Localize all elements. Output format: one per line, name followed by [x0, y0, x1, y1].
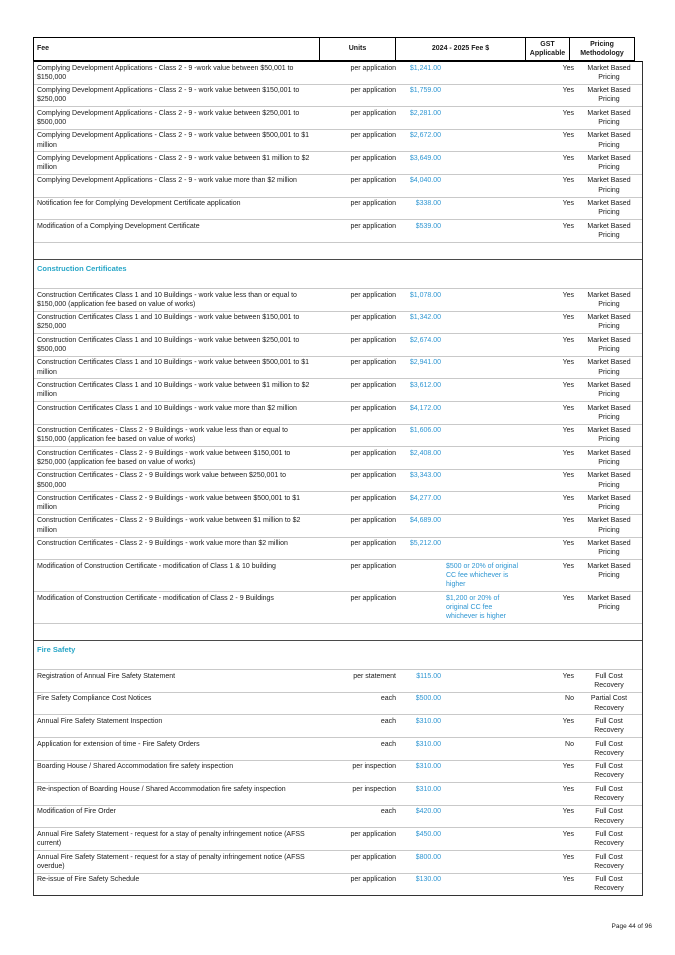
column-header-gst: GST Applicable — [525, 37, 571, 61]
amount-cell: $115.00 — [416, 672, 441, 680]
units-cell: per application — [350, 109, 396, 117]
fee-cell: Construction Certificates Class 1 and 10 Buildings - work value between $250,001 to $500,000 — [37, 336, 300, 354]
gst-cell: Yes — [562, 494, 574, 502]
table-row — [34, 737, 642, 760]
table-row — [34, 446, 642, 469]
method-cell: Market Based Pricing — [587, 132, 631, 149]
section-gap — [34, 242, 642, 259]
fee-cell: Notification fee for Complying Development Certificate application — [37, 200, 241, 208]
amount-cell: $539.00 — [415, 222, 441, 230]
table-row — [34, 559, 642, 591]
units-cell: per statement — [353, 672, 396, 680]
method-cell: Market Based Pricing — [587, 517, 631, 534]
amount-cell: $2,674.00 — [409, 336, 441, 344]
table-row — [34, 827, 642, 850]
method-cell: Market Based Pricing — [587, 494, 631, 512]
units-cell: per application — [350, 404, 396, 412]
fee-cell: Construction Certificates - Class 2 - 9 Buildings - work value less than or equal to $150,000 (application fee based on value of works) — [37, 427, 288, 444]
method-cell: Full Cost Recovery — [594, 717, 624, 735]
fee-cell: Annual Fire Safety Statement - request for a stay of penalty infringement notice (AFSS overdue) — [37, 853, 305, 870]
fees-table — [33, 37, 643, 896]
gst-cell: Yes — [562, 449, 574, 457]
amount-cell: $450.00 — [415, 830, 441, 838]
gst-cell: Yes — [562, 64, 574, 72]
fee-cell: Annual Fire Safety Statement - request for a stay of penalty infringement notice (AFSS current) — [37, 830, 305, 848]
table-row — [34, 873, 642, 896]
units-cell: per application — [350, 517, 396, 525]
amount-cell: $4,277.00 — [409, 494, 441, 502]
table-row — [34, 333, 642, 356]
gst-cell: Yes — [562, 427, 574, 435]
method-cell: Full Cost Recovery — [594, 853, 624, 870]
amount-cell: $800.00 — [415, 853, 441, 861]
table-header-row — [33, 37, 643, 61]
units-cell: each — [380, 717, 396, 725]
amount-cell: $5,212.00 — [409, 540, 441, 548]
units-cell: per application — [350, 359, 396, 367]
units-cell: per application — [350, 336, 396, 344]
fee-cell: Complying Development Applications - Class 2 - 9 - work value between $500,001 to $1 million — [37, 132, 309, 149]
units-cell: per application — [350, 449, 396, 457]
units-cell: per application — [350, 494, 396, 502]
gst-cell: Yes — [562, 876, 574, 884]
gst-cell: Yes — [562, 830, 574, 838]
amount-cell: $1,606.00 — [409, 427, 441, 435]
gst-cell: Yes — [562, 109, 574, 117]
column-header-amount: 2024 - 2025 Fee $ — [395, 37, 526, 61]
gst-cell: Yes — [562, 200, 574, 208]
amount-cell: $1,759.00 — [409, 87, 441, 95]
method-cell: Market Based Pricing — [587, 291, 631, 308]
method-cell: Market Based Pricing — [587, 472, 631, 489]
fee-cell: Re-issue of Fire Safety Schedule — [37, 876, 140, 884]
method-cell: Market Based Pricing — [587, 540, 631, 557]
column-header-units: Units — [319, 37, 397, 61]
method-cell: Market Based Pricing — [587, 449, 631, 466]
method-cell: Market Based Pricing — [587, 200, 631, 217]
method-cell: Full Cost Recovery — [594, 740, 624, 757]
table-row — [34, 514, 642, 537]
method-cell: Partial Cost Recovery — [590, 695, 628, 712]
gst-cell: Yes — [562, 672, 574, 680]
fee-cell: Complying Development Applications - Class 2 - 9 - work value between $250,001 to $500,000 — [37, 109, 300, 126]
units-cell: per application — [350, 314, 396, 322]
table-row — [34, 311, 642, 334]
units-cell: per application — [350, 64, 396, 72]
amount-cell: $310.00 — [415, 763, 441, 771]
gst-cell: Yes — [562, 291, 574, 299]
units-cell: per application — [350, 876, 396, 884]
units-cell: per application — [350, 381, 396, 389]
table-row — [34, 760, 642, 783]
units-cell: per application — [350, 200, 396, 208]
method-cell: Market Based Pricing — [587, 87, 631, 104]
section-gap — [34, 623, 642, 640]
units-cell: per application — [350, 291, 396, 299]
table-row — [34, 424, 642, 447]
fee-cell: Re-inspection of Boarding House / Shared Accommodation fire safety inspection — [37, 785, 286, 793]
gst-cell: Yes — [562, 336, 574, 344]
amount-cell: $1,342.00 — [409, 314, 441, 322]
method-cell: Full Cost Recovery — [594, 785, 624, 803]
table-row — [34, 469, 642, 492]
gst-cell: No — [565, 695, 574, 703]
fee-cell: Registration of Annual Fire Safety Statement — [37, 672, 176, 680]
table-row — [34, 106, 642, 129]
fee-cell: Annual Fire Safety Statement Inspection — [37, 717, 163, 725]
fee-cell: Application for extension of time - Fire Safety Orders — [37, 740, 200, 748]
units-cell: per application — [350, 540, 396, 548]
section-heading: Construction Certificates — [37, 263, 127, 273]
method-cell: Market Based Pricing — [587, 381, 631, 399]
fee-cell: Construction Certificates - Class 2 - 9 Buildings - work value between $500,001 to $1 million — [37, 494, 301, 512]
amount-cell: $2,941.00 — [409, 359, 441, 367]
method-cell: Market Based Pricing — [587, 404, 631, 421]
fee-cell: Construction Certificates Class 1 and 10 Buildings - work value less than or equal to $150,000 (application fee based on value of works) — [37, 291, 297, 308]
amount-cell: $1,078.00 — [409, 291, 441, 299]
amount-cell: $3,612.00 — [409, 381, 441, 389]
method-cell: Market Based Pricing — [587, 222, 631, 239]
method-cell: Full Cost Recovery — [594, 876, 624, 893]
gst-cell: Yes — [562, 540, 574, 548]
method-cell: Market Based Pricing — [587, 109, 631, 126]
units-cell: per application — [350, 594, 396, 602]
amount-cell: $500.00 — [415, 695, 441, 703]
table-row — [34, 692, 642, 715]
method-cell: Market Based Pricing — [587, 427, 631, 444]
amount-cell: $2,281.00 — [409, 109, 441, 117]
table-row — [34, 84, 642, 107]
method-cell: Market Based Pricing — [587, 154, 631, 172]
gst-cell: Yes — [562, 517, 574, 525]
table-row — [34, 805, 642, 828]
method-cell: Market Based Pricing — [587, 359, 631, 376]
fee-cell: Complying Development Applications - Class 2 - 9 - work value more than $2 million — [37, 177, 297, 185]
fee-cell: Construction Certificates Class 1 and 10 Buildings - work value between $500,001 to $1 million — [37, 359, 309, 376]
fee-cell: Construction Certificates - Class 2 - 9 Buildings - work value between $1 million to $2 million — [37, 517, 301, 534]
amount-cell: $2,672.00 — [409, 132, 441, 140]
column-header-method: Pricing Methodology — [569, 37, 635, 61]
table-row — [34, 782, 642, 805]
amount-cell: $310.00 — [415, 717, 441, 725]
method-cell: Market Based Pricing — [587, 64, 631, 81]
gst-cell: Yes — [562, 763, 574, 771]
fee-cell: Boarding House / Shared Accommodation fire safety inspection — [37, 763, 234, 771]
fee-cell: Construction Certificates - Class 2 - 9 Buildings - work value between $150,001 to $250,000 (application fee based on value of works) — [37, 449, 291, 466]
table-row — [34, 62, 642, 84]
units-cell: per application — [350, 853, 396, 861]
table-row — [34, 591, 642, 623]
gst-cell: Yes — [562, 359, 574, 367]
fee-cell: Fire Safety Compliance Cost Notices — [37, 695, 152, 703]
fee-cell: Complying Development Applications - Class 2 - 9 - work value between $150,001 to $250,000 — [37, 87, 300, 104]
section-heading-row — [34, 259, 642, 288]
method-cell: Full Cost Recovery — [594, 763, 624, 780]
method-cell: Market Based Pricing — [587, 314, 631, 331]
fee-cell: Construction Certificates - Class 2 - 9 Buildings - work value more than $2 million — [37, 540, 288, 548]
table-row — [34, 850, 642, 873]
amount-cell: $130.00 — [415, 876, 441, 884]
gst-cell: Yes — [562, 472, 574, 480]
gst-cell: Yes — [562, 154, 574, 162]
table-row — [34, 401, 642, 424]
table-body — [33, 61, 643, 896]
units-cell: per application — [350, 830, 396, 838]
gst-cell: Yes — [562, 717, 574, 725]
table-row — [34, 669, 642, 692]
section-heading-row — [34, 640, 642, 669]
amount-cell: $1,200 or 20% of original CC fee whichever is higher — [446, 594, 506, 621]
units-cell: per application — [350, 472, 396, 480]
method-cell: Full Cost Recovery — [594, 672, 624, 690]
fee-cell: Modification of Construction Certificate - modification of Class 2 - 9 Buildings — [37, 594, 274, 602]
amount-cell: $4,040.00 — [409, 177, 441, 185]
units-cell: per application — [350, 562, 396, 570]
section-heading: Fire Safety — [37, 644, 76, 654]
amount-cell: $3,649.00 — [409, 154, 441, 162]
table-row — [34, 288, 642, 311]
method-cell: Market Based Pricing — [587, 562, 631, 579]
table-row — [34, 714, 642, 737]
table-row — [34, 356, 642, 379]
amount-cell: $338.00 — [415, 200, 441, 208]
gst-cell: Yes — [562, 853, 574, 861]
method-cell: Market Based Pricing — [587, 177, 631, 194]
units-cell: per application — [350, 154, 396, 162]
fee-cell: Complying Development Applications - Class 2 - 9 -work value between $50,001 to $150,000 — [37, 64, 294, 81]
units-cell: each — [380, 808, 396, 816]
table-row — [34, 151, 642, 174]
amount-cell: $420.00 — [415, 808, 441, 816]
method-cell: Market Based Pricing — [587, 594, 631, 611]
gst-cell: Yes — [562, 808, 574, 816]
units-cell: per application — [350, 427, 396, 435]
amount-cell: $310.00 — [415, 740, 441, 748]
amount-cell: $4,689.00 — [409, 517, 441, 525]
fee-cell: Modification of a Complying Development Certificate — [37, 222, 200, 230]
gst-cell: No — [565, 740, 574, 748]
units-cell: per inspection — [352, 785, 396, 793]
fee-cell: Construction Certificates - Class 2 - 9 Buildings work value between $250,001 to $500,000 — [37, 472, 287, 489]
gst-cell: Yes — [562, 222, 574, 230]
table-row — [34, 174, 642, 197]
fee-cell: Construction Certificates Class 1 and 10 Buildings - work value between $150,001 to $250,000 — [37, 314, 300, 331]
table-row — [34, 378, 642, 401]
units-cell: per inspection — [352, 763, 396, 771]
units-cell: per application — [350, 87, 396, 95]
units-cell: per application — [350, 177, 396, 185]
method-cell: Full Cost Recovery — [594, 808, 624, 825]
table-row — [34, 219, 642, 242]
method-cell: Full Cost Recovery — [594, 830, 624, 848]
fee-cell: Modification of Fire Order — [37, 808, 116, 816]
table-row — [34, 491, 642, 514]
gst-cell: Yes — [562, 87, 574, 95]
page-number: Page 44 of 96 — [611, 923, 652, 930]
units-cell: per application — [350, 222, 396, 230]
units-cell: each — [380, 740, 396, 748]
units-cell: per application — [350, 132, 396, 140]
amount-cell: $1,241.00 — [409, 64, 441, 72]
gst-cell: Yes — [562, 594, 574, 602]
amount-cell: $4,172.00 — [409, 404, 441, 412]
gst-cell: Yes — [562, 314, 574, 322]
fee-cell: Construction Certificates Class 1 and 10 Buildings - work value more than $2 million — [37, 404, 297, 412]
amount-cell: $3,343.00 — [409, 472, 441, 480]
table-row — [34, 129, 642, 152]
column-header-fee: Fee — [33, 37, 320, 61]
gst-cell: Yes — [562, 785, 574, 793]
amount-cell: $2,408.00 — [409, 449, 441, 457]
fee-cell: Complying Development Applications - Class 2 - 9 - work value between $1 million to $2 million — [37, 154, 310, 172]
table-row — [34, 197, 642, 220]
gst-cell: Yes — [562, 177, 574, 185]
fee-cell: Construction Certificates Class 1 and 10 Buildings - work value between $1 million to $2 million — [37, 381, 310, 399]
gst-cell: Yes — [562, 562, 574, 570]
method-cell: Market Based Pricing — [587, 336, 631, 354]
amount-cell: $500 or 20% of original CC fee whichever is higher — [446, 562, 518, 589]
amount-cell: $310.00 — [415, 785, 441, 793]
gst-cell: Yes — [562, 132, 574, 140]
table-row — [34, 537, 642, 560]
gst-cell: Yes — [562, 404, 574, 412]
fee-cell: Modification of Construction Certificate - modification of Class 1 & 10 building — [37, 562, 276, 570]
gst-cell: Yes — [562, 381, 574, 389]
units-cell: each — [380, 695, 396, 703]
